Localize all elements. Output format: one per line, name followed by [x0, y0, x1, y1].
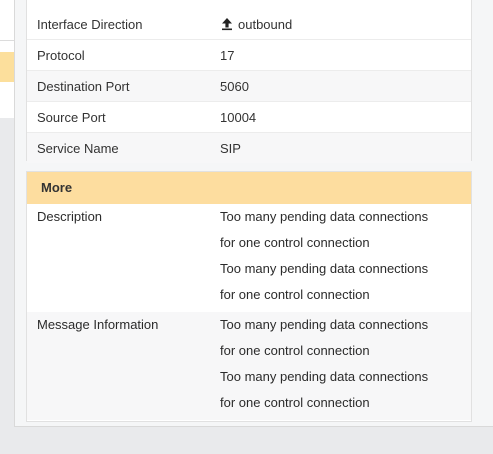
field-label: Destination Port: [37, 78, 130, 94]
background-highlight: [0, 52, 14, 82]
row-message-information: [27, 312, 471, 420]
more-section: [26, 171, 472, 422]
text-line: for one control connection: [220, 287, 370, 302]
field-value: 5060: [220, 78, 249, 94]
field-label: Interface Direction: [37, 16, 143, 32]
text-line: Too many pending data connections: [220, 209, 429, 224]
text-line: for one control connection: [220, 395, 370, 410]
text-line: Too many pending data connections: [220, 261, 429, 276]
field-value: 10004: [220, 109, 257, 125]
background-divider: [0, 40, 14, 41]
row-source-port: [27, 101, 471, 132]
text-line: for one control connection: [220, 235, 370, 250]
detail-attributes: [26, 0, 472, 161]
description-value: [220, 209, 471, 312]
field-value: 17: [220, 47, 235, 63]
field-value: SIP: [220, 140, 241, 156]
row-interface-direction: [27, 0, 471, 39]
row-protocol: [27, 39, 471, 70]
more-section-header: More: [27, 172, 471, 204]
field-label: Service Name: [37, 140, 119, 156]
text-line: for one control connection: [220, 343, 370, 358]
text-line: Too many pending data connections: [220, 317, 429, 332]
text-line: Too many pending data connections: [220, 369, 429, 384]
field-label: Protocol: [37, 47, 85, 63]
field-label: Message Information: [37, 317, 159, 332]
field-value: [220, 17, 471, 32]
upload-arrow-icon: [220, 17, 234, 31]
event-detail-drawer: [14, 0, 493, 427]
message-information-value: [220, 317, 471, 420]
row-service-name: [27, 132, 471, 163]
row-destination-port: [27, 70, 471, 101]
direction-value: outbound: [238, 16, 293, 32]
field-label: Description: [37, 209, 103, 224]
field-label: Source Port: [37, 109, 106, 125]
row-description: [27, 204, 471, 312]
